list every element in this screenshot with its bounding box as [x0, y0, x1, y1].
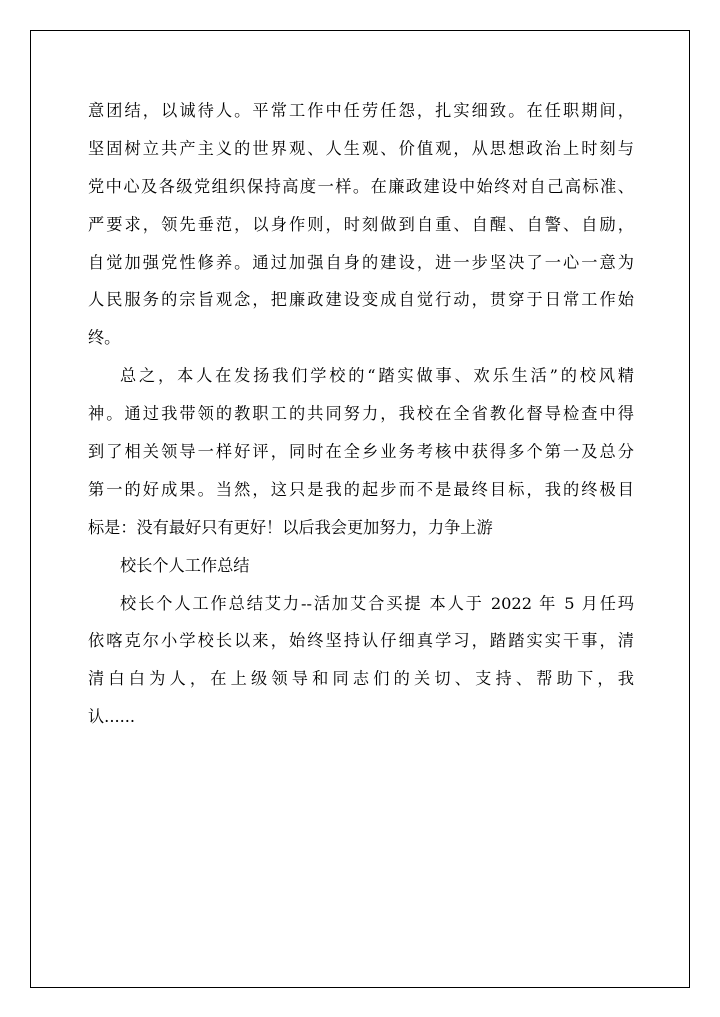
text-line: 坚固树立共产主义的世界观、人生观、价值观，从思想政治上时刻与 [88, 138, 634, 158]
text-line: 标是：没有最好只有更好！以后我会更加努力，力争上游 [88, 517, 493, 537]
text-line: 自觉加强党性修养。通过加强自身的建设，进一步坚决了一心一意为 [88, 252, 634, 272]
text-line: 依喀克尔小学校长以来，始终坚持认仔细真学习，踏踏实实干事，清 [88, 631, 634, 651]
paragraph-start: 总之，本人在发扬我们学校的“踏实做事、欢乐生活”的校风精 [120, 366, 634, 386]
text-line: 党中心及各级党组织保持高度一样。在廉政建设中始终对自己高标准、 [88, 176, 634, 196]
text-line: 严要求，领先垂范，以身作则，时刻做到自重、自醒、自警、自励， [88, 214, 634, 234]
text-line: 认...... [88, 707, 136, 727]
text-line: 清白白为人，在上级领导和同志们的关切、支持、帮助下，我 [88, 669, 634, 689]
text-line: 到了相关领导一样好评，同时在全乡业务考核中获得多个第一及总分 [88, 442, 634, 462]
text-line: 人民服务的宗旨观念，把廉政建设变成自觉行动，贯穿于日常工作始 [88, 290, 634, 310]
text-line: 神。通过我带领的教职工的共同努力，我校在全省教化督导检查中得 [88, 404, 634, 424]
section-heading: 校长个人工作总结 [120, 555, 250, 575]
text-line: 意团结，以诚待人。平常工作中任劳任怨，扎实细致。在任职期间， [88, 101, 634, 120]
text-line: 终。 [88, 328, 121, 348]
document-body [88, 92, 634, 736]
text-line: 第一的好成果。当然，这只是我的起步而不是最终目标，我的终极目 [88, 479, 634, 499]
paragraph-start: 校长个人工作总结艾力--活加艾合买提 本人于 2022 年 5 月任玛 [120, 593, 634, 613]
